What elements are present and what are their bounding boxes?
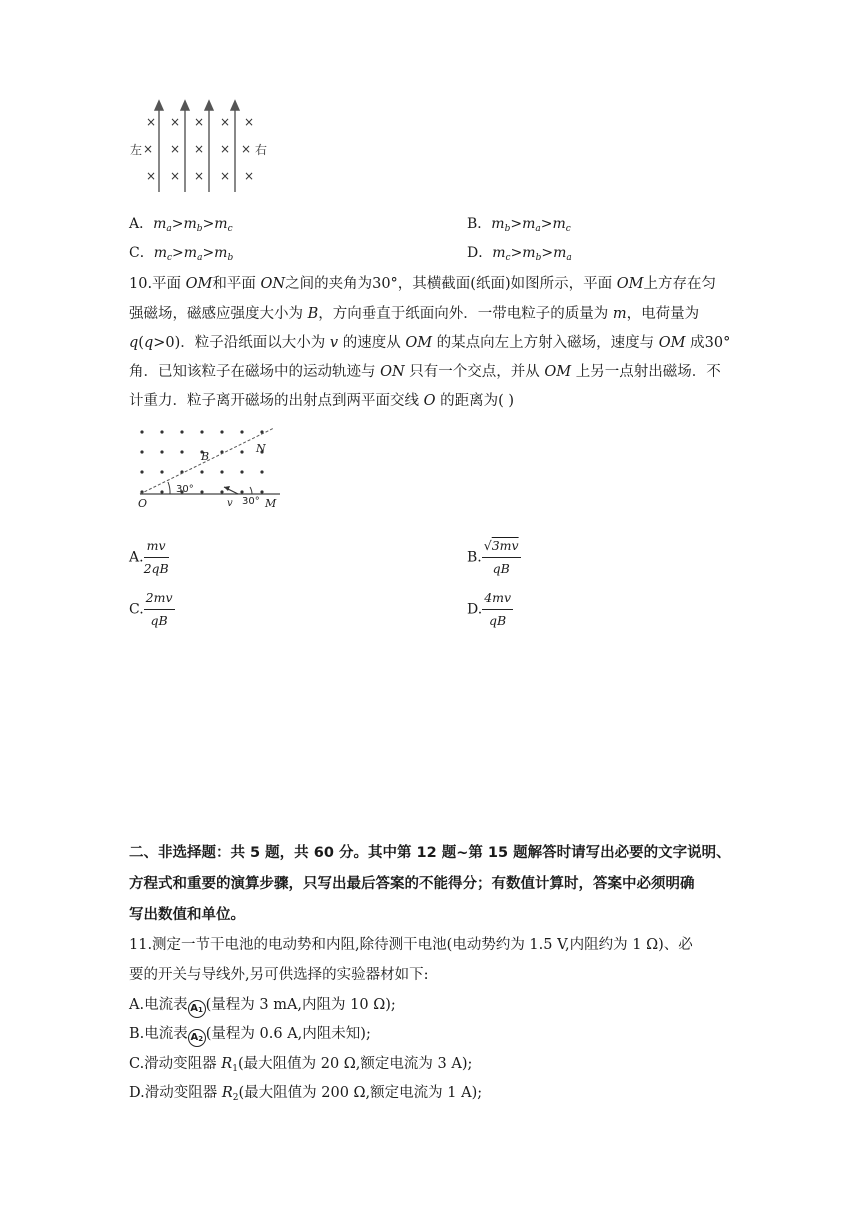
field-cross-mark: × [170, 115, 181, 129]
field-cross-mark: × [194, 142, 205, 156]
fig2-angle-2: 30° [242, 496, 260, 507]
planes-diagram [128, 422, 286, 512]
field-dot [260, 490, 263, 493]
field-cross-mark: × [146, 169, 157, 183]
fig2-angle-1: 30° [176, 484, 194, 495]
q9-option-a: A．$m_a>m_b>m_c$ [129, 216, 233, 234]
fig2-label-M: M [265, 497, 277, 510]
q10-option-b: B. $\frac{√3mv}{qB}$ [467, 538, 519, 576]
field-cross-mark: × [244, 115, 255, 129]
field-cross-mark: × [170, 142, 181, 156]
q11-item-a: A.电流表 $A_1$ (量程为 3 mA,内阻为 10 Ω); [129, 995, 396, 1018]
field-dot [160, 470, 163, 473]
field-dot [180, 450, 183, 453]
fig1-right-label: 右 [255, 143, 268, 157]
q10-option-c: C. $\frac{2mv}{qB}$ [129, 590, 173, 628]
field-dot [160, 490, 163, 493]
field-cross-mark: × [194, 115, 205, 129]
field-cross-mark: × [146, 115, 157, 129]
field-dot [200, 490, 203, 493]
field-dot [200, 470, 203, 473]
field-cross-mark: × [143, 142, 154, 156]
q10-line-3: q(q>0)．粒子沿纸面以大小为 v 的速度从 OM 的某点向左上方射入磁场，速度与 OM 成30° [129, 335, 731, 351]
q11-line-1: 11.测定一节干电池的电动势和内阻,除待测干电池(电动势约为 1.5 V,内阻约为 1 Ω)、必 [129, 937, 693, 953]
field-dot [220, 470, 223, 473]
section-2-heading [129, 838, 731, 931]
q10-option-a: A. $\frac{mv}{2qB}$ [129, 538, 169, 576]
fig2-label-N: N [256, 442, 266, 455]
magnetic-field-figure [128, 98, 278, 194]
field-dot [140, 430, 143, 433]
field-dot [240, 430, 243, 433]
q9-option-c: C．$m_c>m_a>m_b$ [129, 245, 234, 263]
q10-line-4: 角．已知该粒子在磁场中的运动轨迹与 ON 只有一个交点，并从 OM 上另一点射出磁场．不 [129, 364, 721, 380]
section-2-line-3: 写出数值和单位。 [129, 907, 245, 923]
q9-option-d: D．$m_c>m_b>m_a$ [467, 245, 572, 263]
q9-option-b: B．$m_b>m_a>m_c$ [467, 216, 571, 234]
field-dot [260, 470, 263, 473]
field-cross-mark: × [244, 169, 255, 183]
q11-item-b: B.电流表 $A_2$ (量程为 0.6 A,内阻未知); [129, 1024, 371, 1047]
field-cross-mark: × [194, 169, 205, 183]
section-2-line-1: 二、非选择题：共 5 题，共 60 分。其中第 12 题~第 15 题解答时请写出必要的文字说明、 [129, 845, 731, 861]
q10-option-d: D. $\frac{4mv}{qB}$ [467, 590, 512, 628]
field-dot [220, 430, 223, 433]
ammeter-a2-icon: $A_2$ [188, 1029, 206, 1047]
q10-line-5: 计重力．粒子离开磁场的出射点到两平面交线 O 的距离为( ) [129, 393, 515, 409]
ammeter-a1-icon: $A_1$ [188, 1000, 206, 1018]
field-cross-mark: × [170, 169, 181, 183]
section-2-line-2: 方程式和重要的演算步骤，只写出最后答案的不能得分；有数值计算时，答案中必须明确 [129, 876, 695, 892]
q11-item-c: C.滑动变阻器 $R_1$(最大阻值为 20 Ω,额定电流为 3 A); [129, 1056, 473, 1074]
fig2-label-v: v [227, 498, 233, 509]
field-dot [160, 450, 163, 453]
field-cross-mark: × [220, 115, 231, 129]
q11-item-d: D.滑动变阻器 $R_2$(最大阻值为 200 Ω,额定电流为 1 A); [129, 1085, 483, 1103]
field-dot [160, 430, 163, 433]
field-dot [240, 490, 243, 493]
field-dot [220, 490, 223, 493]
field-dot [240, 450, 243, 453]
q11-line-2: 要的开关与导线外,另可供选择的实验器材如下: [129, 967, 429, 983]
q10-line-2: 强磁场，磁感应强度大小为 B，方向垂直于纸面向外．一带电粒子的质量为 m，电荷量为 [129, 306, 700, 322]
fig2-label-B: B [201, 450, 210, 463]
field-cross-mark: × [220, 142, 231, 156]
fig2-label-O: O [138, 497, 148, 510]
field-dot [140, 470, 143, 473]
q10-line-1: 10.平面 OM和平面 ON之间的夹角为30°，其横截面(纸面)如图所示，平面 OM上方存在匀 [129, 276, 716, 292]
fig1-left-label: 左 [130, 143, 143, 157]
field-dot [240, 470, 243, 473]
field-cross-mark: × [220, 169, 231, 183]
field-dot [180, 430, 183, 433]
field-cross-mark: × [241, 142, 252, 156]
field-dot [140, 450, 143, 453]
field-dot [200, 430, 203, 433]
